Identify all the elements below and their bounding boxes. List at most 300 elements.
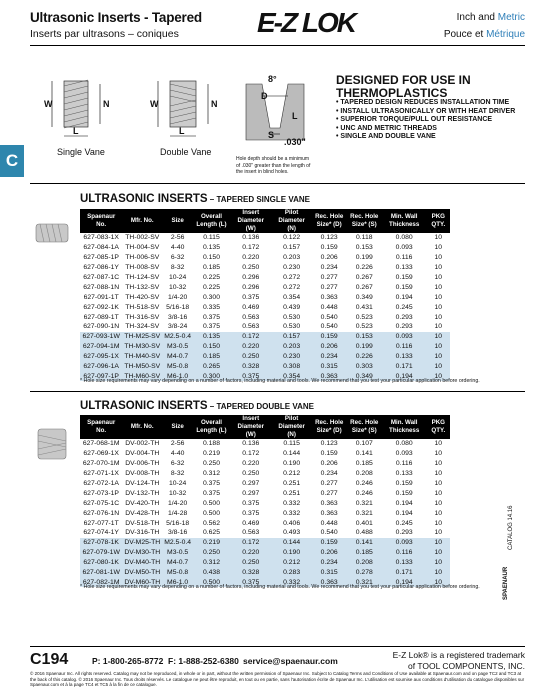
table-cell: 10	[434, 274, 443, 281]
table-cell: 0.293	[395, 529, 413, 537]
table-cell: 0.523	[355, 323, 373, 331]
table-cell: TH-M60-SV	[124, 372, 161, 380]
table-row	[80, 469, 450, 479]
table-cell: 10	[434, 450, 443, 458]
table-cell: 0.194	[382, 577, 427, 587]
table-cell: 0.363	[312, 577, 347, 587]
table-cell: DV-002-TH	[125, 440, 160, 448]
table-cell: TH-004-SV	[125, 244, 160, 252]
table-row	[80, 518, 450, 528]
table-cell: 0.469	[242, 303, 260, 311]
column-header: Mfr. No.	[122, 209, 162, 233]
table-cell: 0.277	[320, 480, 338, 487]
table-cell: 10	[427, 577, 450, 587]
table-row	[80, 282, 450, 292]
table-cell: 0.150	[202, 254, 220, 262]
catalog-label: CATALOG 14.16	[508, 505, 514, 550]
table-cell: 0.116	[395, 254, 413, 262]
single-vane-label: Single Vane	[57, 147, 105, 157]
table-cell: 627-076-1N	[83, 509, 120, 517]
single-section-title	[80, 193, 310, 205]
table-cell: M4-0.7	[162, 352, 193, 362]
table-cell: 0.225	[202, 274, 220, 281]
table-cell: 0.303	[347, 362, 382, 372]
table-cell: DV-316-TH	[125, 529, 160, 537]
table-cell: 627-073-1P	[83, 489, 119, 497]
table-cell: 0.296	[242, 274, 260, 281]
table-row	[80, 312, 450, 322]
double-vane-label: Double Vane	[160, 147, 212, 157]
table-cell: 0.116	[382, 548, 427, 558]
table-cell: DV-M40-TH	[124, 559, 161, 567]
table-cell: 0.144	[272, 538, 312, 548]
column-header: PKG QTY.	[427, 209, 450, 233]
email-link[interactable]: service@spaenaur.com	[243, 656, 338, 666]
table-row	[80, 449, 450, 459]
table-cell: M3-0.5	[162, 342, 193, 352]
table-row	[80, 548, 450, 558]
table-cell: 627-072-1A	[83, 480, 119, 487]
table-cell: 627-070-1M	[82, 460, 120, 468]
table-cell: 0.277	[320, 283, 338, 291]
table-cell: 0.354	[272, 371, 312, 381]
table-cell: 0.251	[283, 489, 301, 497]
table-cell: 0.293	[395, 313, 413, 321]
table-cell: 0.212	[283, 470, 301, 478]
table-cell: 10	[427, 371, 450, 381]
table-cell: 0.093	[395, 244, 413, 252]
table-cell: 0.349	[355, 293, 373, 301]
table-cell: 0.297	[242, 489, 260, 497]
table-cell: DV-004-TH	[125, 450, 160, 458]
table-cell: 0.406	[283, 519, 301, 527]
table-cell: 0.188	[202, 440, 220, 448]
table-cell: 0.245	[395, 303, 413, 311]
table-cell: M6-1.0	[162, 371, 193, 381]
table-cell: 0.332	[283, 499, 301, 507]
phone: P: 1-800-265-8772	[92, 656, 164, 666]
table-cell: DV-M60-TH	[124, 578, 161, 586]
table-cell: 0.226	[347, 352, 382, 362]
table-cell: 0.080	[395, 440, 413, 448]
column-header: Size	[162, 209, 193, 233]
table-cell: 10	[434, 293, 443, 301]
table-cell: 0.625	[202, 529, 220, 537]
table-cell: 0.225	[202, 283, 220, 291]
single-l-label: L	[73, 126, 79, 136]
table-cell: 0.208	[355, 470, 373, 478]
table-cell: 0.190	[272, 548, 312, 558]
table-cell: DV-518-TH	[125, 519, 160, 527]
table-cell: DV-420-TH	[125, 499, 160, 507]
table-cell: 0.375	[230, 577, 272, 587]
table-cell: 0.488	[355, 529, 373, 537]
table-cell: 0.107	[355, 440, 373, 448]
section-tab: C	[0, 145, 24, 177]
table-cell: 0.375	[242, 509, 260, 517]
feature-item: • UNC AND METRIC THREADS	[336, 125, 526, 134]
table-cell: 0.375	[202, 323, 220, 331]
table-cell: 2-56	[170, 440, 185, 448]
table-cell: TH-124-SV	[125, 274, 160, 281]
table-cell: 627-080-1K	[80, 558, 122, 568]
table-cell: 3/8-16	[167, 313, 188, 321]
table-cell: 1/4-20	[167, 293, 188, 301]
table-cell: 0.563	[242, 313, 260, 321]
units-en-metric: Metric	[497, 12, 525, 23]
table-row	[80, 263, 450, 273]
design-heading: DESIGNED FOR USE IN THERMOPLASTICS	[336, 73, 471, 100]
table-cell: 0.118	[356, 234, 373, 242]
table-cell: 0.332	[272, 577, 312, 587]
table-cell: 0.135	[193, 332, 230, 342]
table-cell: 0.250	[230, 352, 272, 362]
table-cell: 0.159	[320, 244, 338, 252]
table-cell: 10	[427, 352, 450, 362]
table-cell: 10	[434, 313, 443, 321]
table-cell: 0.540	[320, 529, 338, 537]
table-cell: 0.300	[193, 371, 230, 381]
table-cell: 0.136	[242, 440, 260, 448]
table-cell: 10	[427, 538, 450, 548]
table-cell: 2-56	[170, 234, 185, 242]
table-cell: 10	[434, 244, 443, 252]
table-cell: 0.315	[312, 568, 347, 578]
table-cell: 4-40	[170, 244, 185, 252]
table-cell: 0.135	[202, 244, 220, 252]
table-cell: 0.234	[312, 352, 347, 362]
units-en	[457, 12, 525, 23]
hole-depth-note: Hole depth should be a minimum of .030" greater than the length of the insert in blind holes.	[236, 156, 311, 175]
table-cell: 0.159	[395, 480, 413, 487]
column-header: Spaenaur No.	[80, 415, 122, 439]
table-cell: 10	[427, 568, 450, 578]
table-cell: 0.328	[230, 362, 272, 372]
table-cell: 0.171	[382, 362, 427, 372]
table-cell: 0.267	[355, 274, 373, 281]
table-cell: 0.172	[230, 332, 272, 342]
table-row	[80, 362, 450, 372]
single-footnote: * Hole size requirements may vary depending on a number of factors, including material and tools. We recommend that you test your particular application before ordering.	[80, 378, 480, 384]
units-fr-metric: Métrique	[486, 29, 525, 40]
table-cell: 10	[434, 323, 443, 331]
feature-list	[336, 99, 526, 142]
table-cell: 1/4-20	[167, 499, 188, 507]
table-cell: 5/16-18	[166, 519, 190, 527]
table-cell: 0.115	[283, 440, 300, 448]
table-row	[80, 243, 450, 253]
column-header: Insert Diameter (W)	[230, 415, 272, 439]
page-title: Ultrasonic Inserts - Tapered	[30, 10, 202, 25]
table-cell: 0.332	[283, 509, 301, 517]
footer-rule	[30, 646, 525, 647]
table-cell: 0.194	[395, 499, 413, 507]
table-cell: 0.562	[202, 519, 220, 527]
hole-diagram	[240, 82, 310, 142]
column-header: PKG QTY.	[427, 415, 450, 439]
header-rule	[30, 45, 525, 46]
double-title-sub: – TAPERED DOUBLE VANE	[207, 402, 314, 411]
single-w-label: W	[44, 99, 53, 109]
table-cell: 10	[434, 489, 443, 497]
table-cell: 0.133	[395, 264, 413, 272]
table-cell: 0.220	[230, 548, 272, 558]
table-cell: 0.265	[193, 362, 230, 372]
table-cell: TH-M50-SV	[124, 363, 161, 371]
table-cell: 627-089-1T	[83, 313, 119, 321]
table-cell: 0.540	[320, 323, 338, 331]
table-cell: 627-071-1X	[83, 470, 119, 478]
table-cell: 0.159	[395, 283, 413, 291]
table-cell: 0.157	[283, 244, 301, 252]
table-cell: 0.431	[355, 303, 373, 311]
table-row	[80, 273, 450, 283]
table-row	[80, 322, 450, 332]
table-cell: TH-132-SV	[125, 283, 160, 291]
table-cell: 10	[434, 519, 443, 527]
table-cell: 0.523	[355, 313, 373, 321]
table-cell: 0.250	[193, 548, 230, 558]
table-cell: TH-324-SV	[125, 323, 160, 331]
table-cell: 10	[427, 332, 450, 342]
table-cell: 0.267	[355, 283, 373, 291]
table-cell: 5/16-18	[166, 303, 190, 311]
table-cell: 0.246	[355, 489, 373, 497]
double-vane-table	[80, 415, 450, 587]
table-cell: 627-095-1X	[80, 352, 122, 362]
table-cell: 0.133	[395, 470, 413, 478]
table-cell: 0.246	[355, 480, 373, 487]
table-cell: 0.375	[242, 293, 260, 301]
table-cell: 10-32	[168, 283, 187, 291]
table-cell: 0.500	[202, 499, 220, 507]
table-cell: TH-420-SV	[125, 293, 160, 301]
table-cell: 0.321	[355, 499, 373, 507]
table-cell: 627-069-1X	[83, 450, 119, 458]
copyright: © 2016 Spaenaur Inc. All rights reserved. Catalog may not be reproduced, in whole or in part, without the written permission of Spaenaur Inc. Subject to Catalog Terms and Conditions of Use available at Spaenaur.com and on page TC2 and TC3 at the back of this catalog. © 2016 Spaenaur Inc. Tous droits réservés. Le catalogue ne peut être reproduit, en tout ou en partie, sans l'autorisation écrite de Spaenaur Inc. L'utilisation est soumise aux conditions d'utilisation du catalogue disponibles sur Spaenaur.com et à la page TC4 et TC5 à la fin de ce catalogue.	[30, 671, 525, 688]
table-cell: 0.203	[272, 342, 312, 352]
table-cell: 0.172	[230, 538, 272, 548]
table-cell: 627-092-1K	[83, 303, 119, 311]
column-header: Rec. Hole Size* (D)	[312, 415, 347, 439]
table-row	[80, 498, 450, 508]
table-row	[80, 479, 450, 489]
table-cell: 0.439	[283, 303, 301, 311]
table-cell: 0.469	[242, 519, 260, 527]
table-cell: 627-094-1M	[80, 342, 122, 352]
ezlok-logo: E-Z LOK	[257, 7, 355, 38]
table-cell: 0.171	[382, 568, 427, 578]
table-cell: 0.272	[283, 283, 301, 291]
fax: F: 1-888-252-6380	[168, 656, 239, 666]
column-header: Rec. Hole Size* (D)	[312, 209, 347, 233]
table-cell: 0.349	[347, 371, 382, 381]
table-cell: 0.401	[355, 519, 373, 527]
table-cell: M5-0.8	[162, 362, 193, 372]
table-cell: 10	[434, 303, 443, 311]
table-cell: 0.226	[355, 264, 373, 272]
table-row	[80, 538, 450, 548]
double-section-title	[80, 400, 314, 412]
table-cell: 627-084-1A	[83, 244, 119, 252]
table-cell: TH-008-SV	[125, 264, 160, 272]
table-cell: 0.375	[202, 480, 220, 487]
double-title-main: ULTRASONIC INSERTS	[80, 400, 208, 412]
table-cell: 0.250	[230, 558, 272, 568]
depth-label: .030"	[284, 137, 306, 147]
table-cell: 0.190	[283, 460, 301, 468]
table-cell: 627-086-1Y	[83, 264, 119, 272]
table-cell: 0.159	[312, 332, 347, 342]
table-cell: 0.234	[320, 470, 338, 478]
column-header: Pilot Diameter (N)	[272, 209, 312, 233]
table-cell: 0.375	[230, 371, 272, 381]
table-cell: 0.250	[242, 264, 260, 272]
table-cell: 0.123	[320, 234, 338, 242]
table-cell: 0.206	[312, 342, 347, 352]
page-number: C194	[30, 651, 69, 668]
table-cell: TH-316-SV	[125, 313, 160, 321]
table-cell: 0.530	[283, 313, 301, 321]
table-row	[80, 352, 450, 362]
table-cell: 0.297	[242, 480, 260, 487]
table-cell: 10	[434, 460, 443, 468]
table-cell: 0.159	[320, 450, 338, 458]
table-cell: 627-088-1N	[83, 283, 120, 291]
double-w-label: W	[150, 99, 159, 109]
table-cell: 0.206	[320, 460, 338, 468]
hole-l-label: L	[292, 111, 298, 121]
feature-item: • INSTALL ULTRASONICALLY OR WITH HEAT DRIVER	[336, 108, 526, 117]
table-cell: 0.375	[202, 313, 220, 321]
table-cell: 0.153	[355, 244, 373, 252]
table-cell: 0.335	[202, 303, 220, 311]
table-cell: 627-083-1X	[83, 234, 119, 242]
table-cell: 627-091-1T	[83, 293, 119, 301]
table-cell: 0.250	[202, 460, 220, 468]
table-cell: 0.172	[242, 450, 260, 458]
table-row	[80, 233, 450, 243]
table-cell: 10	[434, 470, 443, 478]
table-cell: 0.203	[283, 254, 301, 262]
table-cell: TH-002-SV	[125, 234, 160, 242]
table-cell: 0.093	[382, 332, 427, 342]
units-fr-text: Pouce et	[443, 29, 487, 40]
table-cell: TH-006-SV	[125, 254, 160, 262]
table-cell: 0.153	[347, 332, 382, 342]
table-cell: DV-124-TH	[125, 480, 160, 487]
table-row	[80, 558, 450, 568]
table-cell: 0.500	[202, 509, 220, 517]
single-vane-table	[80, 209, 450, 381]
table-cell: 0.185	[202, 264, 220, 272]
table-cell: 0.219	[193, 538, 230, 548]
table-cell: 0.293	[395, 323, 413, 331]
table-cell: 0.194	[395, 509, 413, 517]
table-cell: 0.438	[193, 568, 230, 578]
single-title-main: ULTRASONIC INSERTS	[80, 193, 208, 205]
table-cell: 0.206	[320, 254, 338, 262]
column-header: Pilot Diameter (N)	[272, 415, 312, 439]
table-cell: 6-32	[170, 460, 185, 468]
table-cell: 0.080	[395, 234, 413, 242]
table-cell: DV-132-TH	[125, 489, 160, 497]
table-cell: 0.220	[230, 342, 272, 352]
table-cell: 10-24	[168, 274, 187, 281]
single-insert-image	[34, 220, 70, 246]
table-cell: TH-518-SV	[125, 303, 160, 311]
table-cell: 0.296	[242, 283, 260, 291]
feature-item: • TAPERED DESIGN REDUCES INSTALLATION TIME	[336, 99, 526, 108]
table-cell: 0.159	[395, 274, 413, 281]
table-cell: 10	[434, 480, 443, 487]
table-cell: 10	[434, 499, 443, 507]
single-n-label: N	[103, 99, 110, 109]
table-cell: 0.185	[193, 352, 230, 362]
table-cell: 0.245	[395, 519, 413, 527]
table-cell: 0.208	[347, 558, 382, 568]
table-cell: 627-093-1W	[80, 332, 122, 342]
table-cell: 0.308	[272, 362, 312, 372]
trademark-line-1: E-Z Lok® is a registered trademark	[392, 650, 525, 660]
table-cell: 0.219	[202, 450, 220, 458]
table-cell: 0.272	[283, 274, 301, 281]
table-cell: 627-097-1P	[80, 371, 122, 381]
table-cell: 0.540	[320, 313, 338, 321]
table-cell: 0.363	[320, 499, 338, 507]
hole-s-label: S	[268, 130, 275, 140]
section-rule	[30, 183, 525, 184]
units-en-text: Inch and	[456, 12, 498, 23]
table-cell: 10	[427, 548, 450, 558]
table-cell: 8-32	[170, 470, 185, 478]
table-cell: 0.116	[395, 460, 413, 468]
table-cell: 0.250	[242, 470, 260, 478]
table-cell: 0.312	[202, 470, 220, 478]
table-cell: 0.375	[242, 499, 260, 507]
table-cell: DV-M30-TH	[124, 549, 161, 557]
table-cell: 0.315	[312, 362, 347, 372]
table-cell: 0.212	[272, 558, 312, 568]
table-cell: M4-0.7	[162, 558, 193, 568]
table-cell: 0.172	[242, 244, 260, 252]
table-cell: 0.199	[347, 342, 382, 352]
table-cell: 627-087-1C	[83, 274, 120, 281]
table-cell: M3-0.5	[162, 548, 193, 558]
table-cell: 0.093	[395, 450, 413, 458]
table-cell: 0.157	[272, 332, 312, 342]
column-header: Rec. Hole Size* (S)	[347, 415, 382, 439]
table-cell: 0.133	[382, 558, 427, 568]
table-cell: 10	[434, 254, 443, 262]
double-n-label: N	[211, 99, 218, 109]
column-header: Overall Length (L)	[193, 415, 230, 439]
table-row	[80, 488, 450, 498]
table-cell: DV-006-TH	[125, 460, 160, 468]
table-cell: 0.300	[202, 293, 220, 301]
table-cell: 4-40	[170, 450, 185, 458]
table-cell: 0.251	[283, 480, 301, 487]
column-header: Size	[162, 415, 193, 439]
column-header: Mfr. No.	[122, 415, 162, 439]
column-header: Min. Wall Thickness	[382, 209, 427, 233]
column-header: Min. Wall Thickness	[382, 415, 427, 439]
table-row	[80, 292, 450, 302]
table-cell: 10	[434, 509, 443, 517]
units-fr	[444, 29, 525, 40]
feature-item: • SUPERIOR TORQUE/PULL OUT RESISTANCE	[336, 116, 526, 125]
double-l-label: L	[179, 126, 185, 136]
